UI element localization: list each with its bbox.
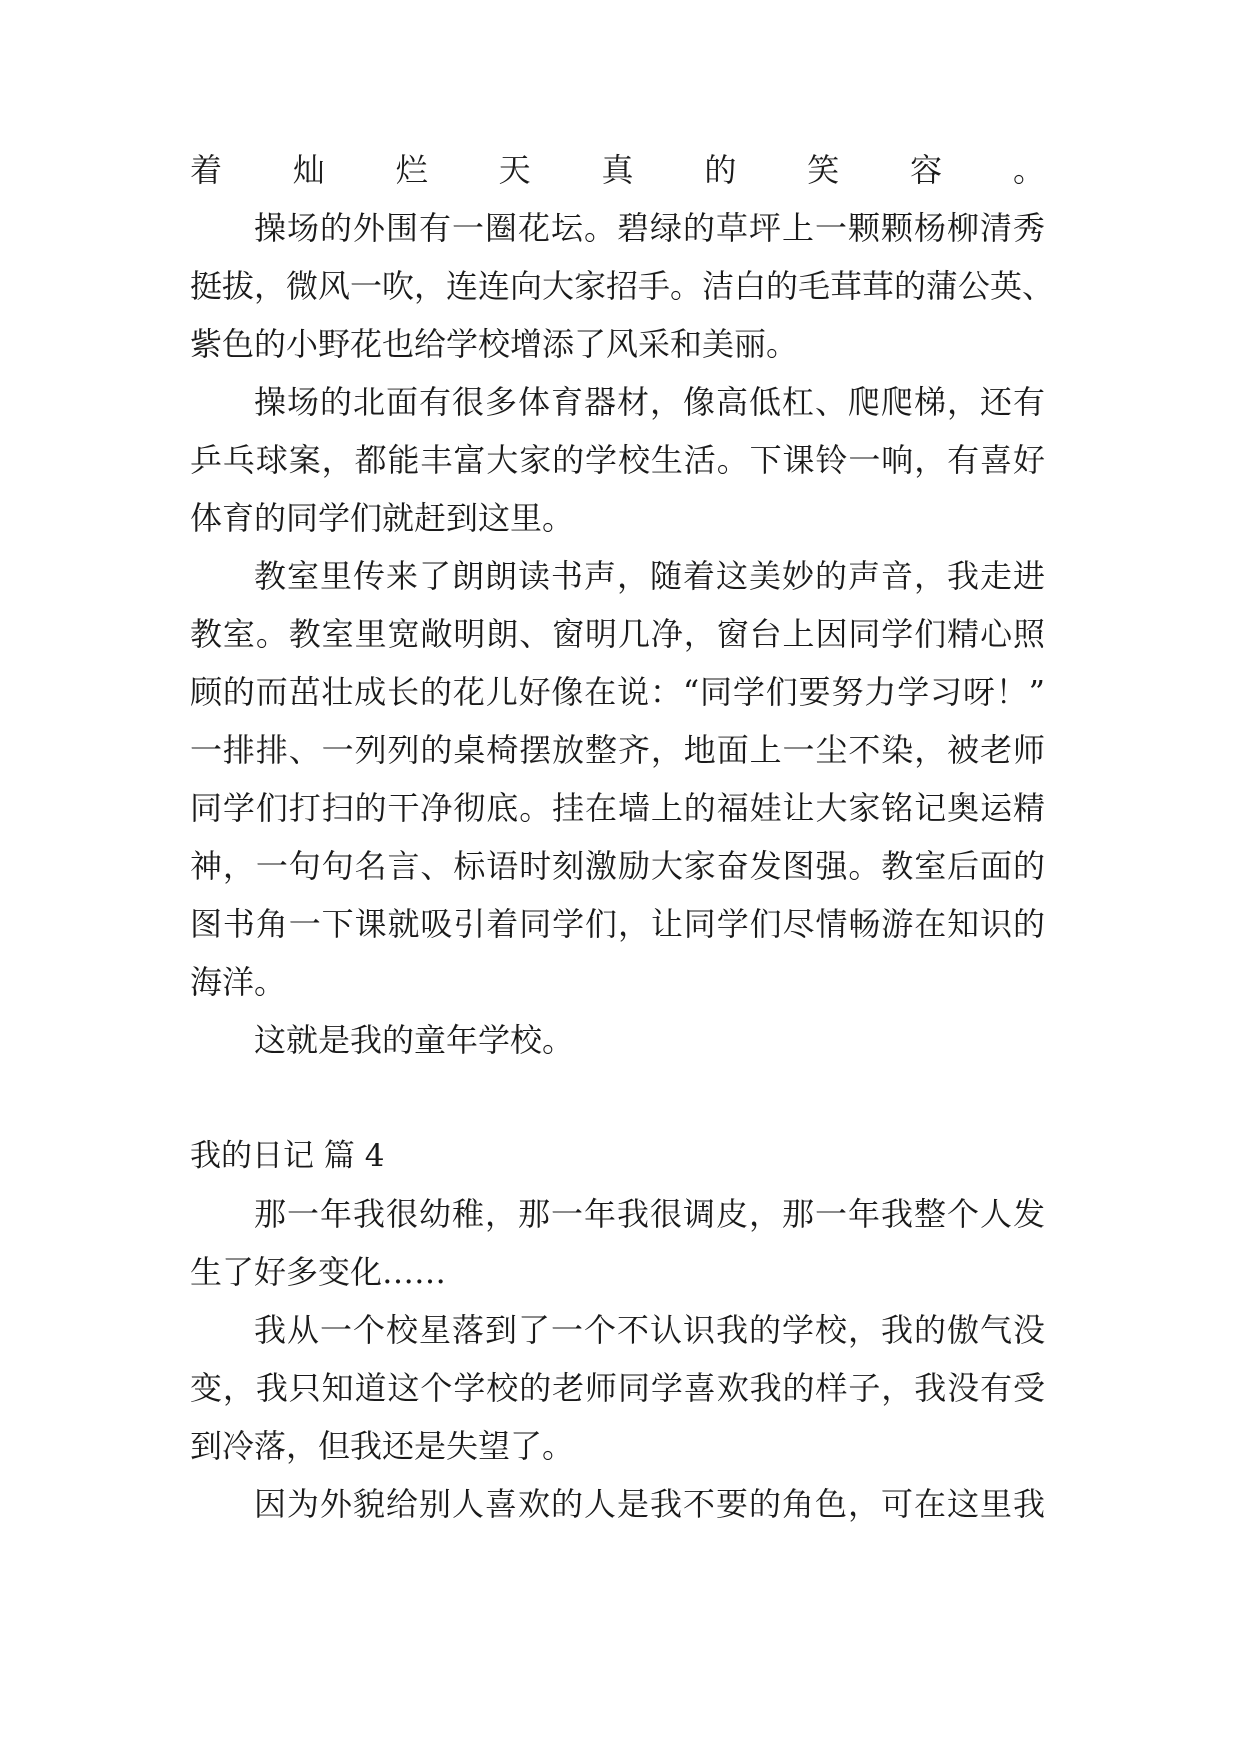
text-line: 图书角一下课就吸引着同学们，让同学们尽情畅游在知识的 bbox=[190, 905, 1045, 943]
text-line: 海洋。 bbox=[190, 963, 287, 1001]
text-line: 这就是我的童年学校。 bbox=[254, 1021, 575, 1059]
text-line: 那一年我很幼稚，那一年我很调皮，那一年我整个人发 bbox=[254, 1195, 1045, 1233]
text-line: 操场的北面有很多体育器材，像高低杠、爬爬梯，还有 bbox=[254, 383, 1045, 421]
text-line: 教室里传来了朗朗读书声，随着这美妙的声音，我走进 bbox=[254, 557, 1045, 595]
text-line: 神，一句句名言、标语时刻激励大家奋发图强。教室后面的 bbox=[190, 847, 1045, 885]
text-line: 挺拔，微风一吹，连连向大家招手。洁白的毛茸茸的蒲公英、 bbox=[190, 267, 1055, 305]
text-line: 顾的而茁壮成长的花儿好像在说：“同学们要努力学习呀！” bbox=[190, 673, 1045, 711]
text-line: 体育的同学们就赶到这里。 bbox=[190, 499, 575, 537]
text-line: 操场的外围有一圈花坛。碧绿的草坪上一颗颗杨柳清秀 bbox=[254, 209, 1045, 247]
text-line: 因为外貌给别人喜欢的人是我不要的角色，可在这里我 bbox=[254, 1485, 1045, 1523]
text-line: 乒乓球案，都能丰富大家的学校生活。下课铃一响，有喜好 bbox=[190, 441, 1045, 479]
text-line: 同学们打扫的干净彻底。挂在墙上的福娃让大家铭记奥运精 bbox=[190, 789, 1045, 827]
text-line: 一排排、一列列的桌椅摆放整齐，地面上一尘不染，被老师 bbox=[190, 731, 1045, 769]
text-line: 着灿烂天真的笑容。 bbox=[190, 151, 1045, 189]
section-heading: 我的日记 篇 4 bbox=[190, 1138, 385, 1174]
text-line: 变，我只知道这个学校的老师同学喜欢我的样子，我没有受 bbox=[190, 1369, 1045, 1407]
text-line: 生了好多变化…… bbox=[190, 1253, 447, 1291]
text-line: 教室。教室里宽敞明朗、窗明几净，窗台上因同学们精心照 bbox=[190, 615, 1045, 653]
text-line: 我从一个校星落到了一个不认识我的学校，我的傲气没 bbox=[254, 1311, 1045, 1349]
text-line: 到冷落，但我还是失望了。 bbox=[190, 1427, 575, 1465]
text-line: 紫色的小野花也给学校增添了风采和美丽。 bbox=[190, 325, 799, 363]
